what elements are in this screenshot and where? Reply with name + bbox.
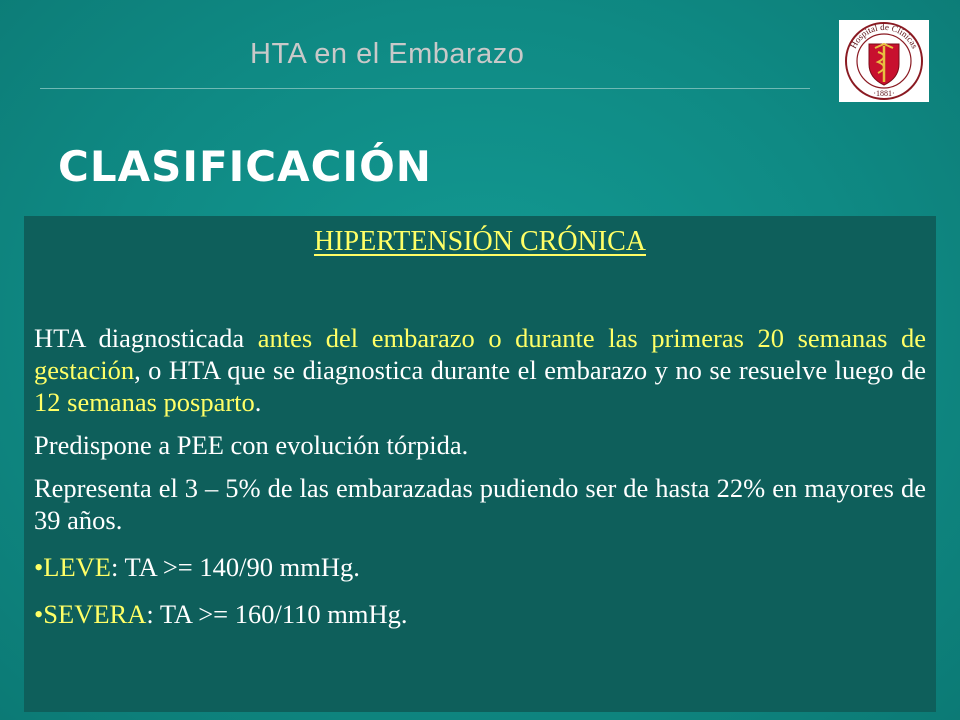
hospital-logo [839, 20, 929, 102]
definition-text-2: , o HTA que se diagnostica durante el embarazo y no se resuelve luego de [134, 355, 926, 385]
prevalence-paragraph: Representa el 3 – 5% de las embarazadas pudiendo ser de hasta 22% en mayores de 39 años. [34, 473, 926, 535]
bullet-leve-label: •LEVE [34, 552, 111, 582]
definition-highlight-1: antes del embarazo o durante las primeras 20 semanas de gestación [34, 323, 926, 385]
section-subtitle: HIPERTENSIÓN CRÓNICA [314, 226, 646, 257]
predisposition-paragraph: Predispone a PEE con evolución tórpida. [34, 430, 469, 460]
slide-title: CLASIFICACIÓN [58, 142, 432, 191]
header-title: HTA en el Embarazo [250, 38, 525, 70]
bullet-severa-label: •SEVERA [34, 599, 147, 629]
svg-text:·1881·: ·1881· [873, 89, 895, 98]
definition-text-3: . [254, 387, 262, 417]
hospital-de-clinicas-seal-icon [839, 20, 929, 102]
definition-text-1: HTA diagnosticada [34, 323, 258, 353]
svg-text:Hospital de Clínicas: Hospital de Clínicas [848, 21, 920, 51]
header-divider [40, 88, 810, 89]
bullet-leve-value: TA >= 140/90 mmHg. [124, 552, 360, 582]
content-box [24, 216, 936, 712]
bullet-severa-value: TA >= 160/110 mmHg. [159, 599, 408, 629]
bullet-severa: •SEVERA: TA >= 160/110 mmHg. [34, 599, 408, 629]
definition-paragraph [34, 322, 926, 418]
bullet-leve: •LEVE: TA >= 140/90 mmHg. [34, 552, 360, 582]
definition-highlight-2: 12 semanas posparto [34, 387, 255, 417]
